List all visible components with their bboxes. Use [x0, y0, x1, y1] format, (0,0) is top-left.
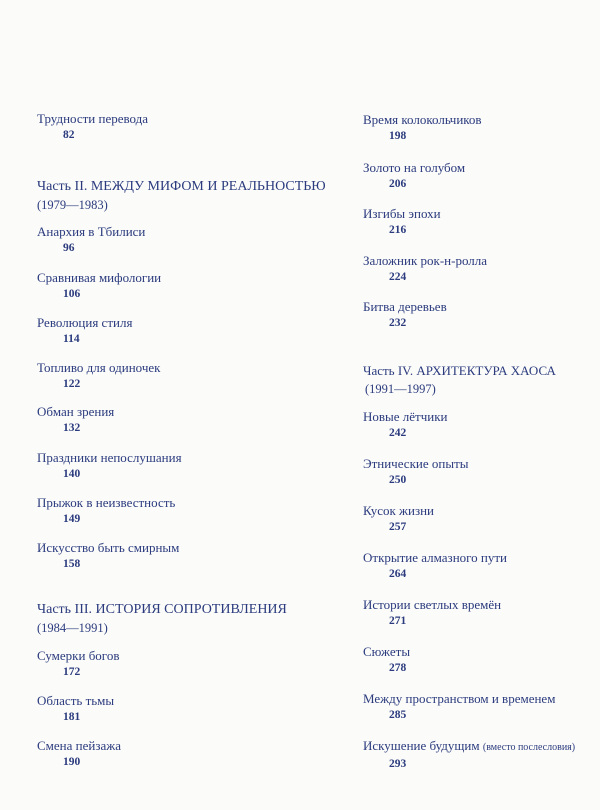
part-title: Часть II. МЕЖДУ МИФОМ И РЕАЛЬНОСТЬЮ [37, 179, 326, 194]
toc-entry-title: Заложник рок-н-ролла [363, 253, 488, 268]
toc-entry[interactable] [37, 540, 179, 571]
toc-entry-page: 114 [63, 333, 80, 345]
part-years: (1991—1997) [365, 382, 436, 396]
toc-entry[interactable] [37, 315, 132, 346]
toc-entry-title: Время колокольчиков [363, 112, 482, 127]
toc-entry-page: 149 [63, 513, 81, 525]
toc-entry[interactable] [363, 112, 482, 143]
toc-entry-title: Новые лётчики [363, 409, 448, 424]
toc-entry-page: 172 [63, 666, 81, 678]
toc-entry-page: 250 [389, 474, 407, 486]
part-heading [37, 601, 287, 636]
toc-entry-title: Искусство быть смирным [37, 540, 180, 555]
toc-entry[interactable] [363, 299, 447, 330]
toc-entry-title: Изгибы эпохи [363, 206, 441, 221]
toc-entry-page: 106 [63, 288, 81, 300]
toc-entry-page: 158 [63, 558, 81, 570]
toc-entry[interactable] [37, 648, 119, 679]
toc-entry-page: 278 [389, 662, 407, 674]
toc-entry[interactable] [363, 550, 507, 581]
toc-entry[interactable] [363, 691, 555, 722]
toc-entry[interactable] [363, 456, 468, 487]
toc-entry-title: Битва деревьев [363, 299, 447, 314]
toc-entry[interactable] [37, 111, 148, 142]
toc-entry-title: Сюжеты [363, 644, 411, 659]
toc-entry[interactable] [363, 206, 441, 237]
toc-entry-page: 224 [389, 271, 407, 283]
toc-entry-page: 242 [389, 427, 407, 439]
toc-entry-note: (вместо послесловия) [482, 742, 576, 753]
toc-entry-page: 285 [389, 709, 407, 721]
toc-entry-page: 181 [63, 711, 81, 723]
toc-entry-title: Прыжок в неизвестность [37, 495, 176, 510]
toc-entry[interactable] [37, 693, 114, 724]
toc-entry-title: Область тьмы [37, 693, 115, 708]
toc-entry-page: 198 [389, 130, 407, 142]
toc-entry-title: Трудности перевода [37, 111, 149, 126]
part-heading [363, 362, 556, 397]
toc-entry-page: 206 [389, 178, 407, 190]
toc-entry-title: Смена пейзажа [37, 738, 121, 753]
toc-entry[interactable] [363, 738, 575, 771]
toc-entry-title: Обман зрения [37, 404, 115, 419]
toc-entry[interactable] [37, 360, 160, 391]
toc-entry-page: 132 [63, 422, 81, 434]
toc-entry[interactable] [363, 253, 487, 284]
toc-entry[interactable] [37, 738, 121, 769]
toc-entry-page: 271 [389, 615, 407, 627]
toc-entry[interactable] [37, 495, 175, 526]
toc-entry[interactable] [363, 409, 448, 440]
part-title: Часть III. ИСТОРИЯ СОПРОТИВЛЕНИЯ [37, 602, 287, 617]
toc-entry[interactable] [363, 160, 465, 191]
toc-entry-title: Истории светлых времён [363, 597, 502, 612]
part-title: Часть IV. АРХИТЕКТУРА ХАОСА [363, 363, 556, 378]
toc-entry-title: Этнические опыты [363, 456, 469, 471]
part-years: (1979—1983) [37, 198, 108, 212]
toc-entry[interactable] [37, 224, 145, 255]
toc-entry-page: 96 [63, 242, 75, 254]
part-years: (1984—1991) [37, 621, 108, 635]
toc-entry-page: 190 [63, 756, 81, 768]
toc-entry-title: Топливо для одиночек [37, 360, 161, 375]
toc-entry-page: 140 [63, 468, 81, 480]
toc-entry-title: Кусок жизни [363, 503, 435, 518]
toc-entry-page: 257 [389, 521, 407, 533]
toc-entry-title: Сумерки богов [37, 648, 120, 663]
toc-entry-page: 232 [389, 317, 407, 329]
toc-entry-title: Революция стиля [37, 315, 133, 330]
toc-entry[interactable] [37, 270, 161, 301]
toc-entry-page: 264 [389, 568, 407, 580]
toc-entry[interactable] [37, 450, 182, 481]
toc-entry-title: Праздники непослушания [37, 450, 182, 465]
toc-entry-title: Между пространством и временем [363, 691, 556, 706]
toc-entry-page: 293 [389, 758, 407, 770]
toc-entry-title-text: Искушение будущим [363, 738, 480, 753]
toc-entry-page: 122 [63, 378, 81, 390]
toc-entry[interactable] [363, 503, 434, 534]
toc-entry-page: 82 [63, 129, 75, 141]
toc-entry[interactable] [363, 644, 410, 675]
toc-entry[interactable] [37, 404, 114, 435]
toc-entry-title: Сравнивая мифологии [37, 270, 162, 285]
toc-entry-title: Открытие алмазного пути [363, 550, 508, 565]
toc-entry-title: Анархия в Тбилиси [37, 224, 146, 239]
toc-entry-title: Золото на голубом [363, 160, 466, 175]
toc-entry-title [363, 738, 575, 756]
toc-entry[interactable] [363, 597, 501, 628]
toc-entry-page: 216 [389, 224, 407, 236]
part-heading [37, 178, 326, 213]
